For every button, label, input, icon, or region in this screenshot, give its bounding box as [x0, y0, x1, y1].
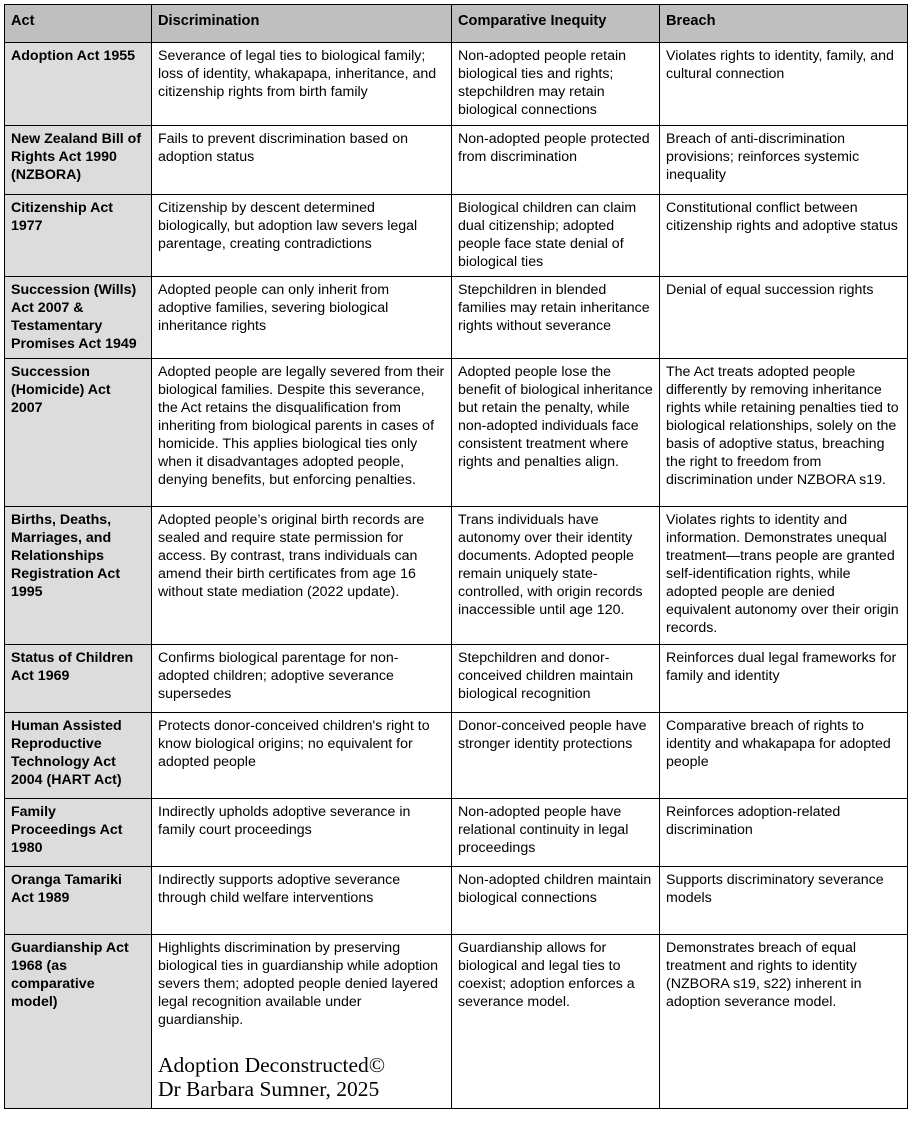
- act-cell: Citizenship Act 1977: [5, 195, 152, 277]
- breach-cell: Violates rights to identity, family, and cultural connection: [660, 43, 908, 126]
- credit-author: Dr Barbara Sumner, 2025: [158, 1077, 380, 1101]
- acts-comparison-table: [4, 4, 908, 1109]
- table-row: [5, 713, 908, 799]
- table-row: [5, 935, 908, 1109]
- breach-cell: Violates rights to identity and information. Demonstrates unequal treatment—trans people are granted self-identification rights, while adopted people are denied equivalent autonomy over their origin records.: [660, 507, 908, 645]
- table-row: [5, 195, 908, 277]
- table-row: [5, 507, 908, 645]
- inequity-cell: Non-adopted people protected from discrimination: [452, 126, 660, 195]
- act-cell: Family Proceedings Act 1980: [5, 799, 152, 867]
- act-cell: Human Assisted Reproductive Technology Act 2004 (HART Act): [5, 713, 152, 799]
- discrimination-text: Highlights discrimination by preserving biological ties in guardianship while adoption severs them; adopted people denied layered legal recognition available under guardianship.: [158, 940, 439, 1028]
- header-discrimination: Discrimination: [152, 5, 452, 43]
- table-row: [5, 799, 908, 867]
- inequity-cell: Non-adopted people have relational continuity in legal proceedings: [452, 799, 660, 867]
- inequity-cell: Stepchildren in blended families may retain inheritance rights without severance: [452, 277, 660, 359]
- copyright-credit: [158, 1053, 445, 1101]
- act-cell: Births, Deaths, Marriages, and Relationships Registration Act 1995: [5, 507, 152, 645]
- breach-cell: Constitutional conflict between citizenship rights and adoptive status: [660, 195, 908, 277]
- breach-cell: Supports discriminatory severance models: [660, 867, 908, 935]
- discrimination-cell: [152, 935, 452, 1109]
- header-comparative-inequity: Comparative Inequity: [452, 5, 660, 43]
- discrimination-cell: Confirms biological parentage for non-adopted children; adoptive severance supersedes: [152, 645, 452, 713]
- breach-cell: The Act treats adopted people differently by removing inheritance rights while retaining penalties tied to biological relationships, solely on the basis of adoptive status, breaching the right to freedom from discrimination under NZBORA s19.: [660, 359, 908, 507]
- discrimination-cell: Indirectly upholds adoptive severance in family court proceedings: [152, 799, 452, 867]
- inequity-cell: Trans individuals have autonomy over their identity documents. Adopted people remain uniquely state-controlled, with origin records inaccessible until age 120.: [452, 507, 660, 645]
- act-cell: Adoption Act 1955: [5, 43, 152, 126]
- inequity-cell: Biological children can claim dual citizenship; adopted people face state denial of biological ties: [452, 195, 660, 277]
- breach-cell: Reinforces dual legal frameworks for family and identity: [660, 645, 908, 713]
- credit-title: Adoption Deconstructed©: [158, 1053, 386, 1077]
- discrimination-cell: Indirectly supports adoptive severance through child welfare interventions: [152, 867, 452, 935]
- act-cell: Succession (Wills) Act 2007 & Testamentary Promises Act 1949: [5, 277, 152, 359]
- table-row: [5, 43, 908, 126]
- header-act: Act: [5, 5, 152, 43]
- inequity-cell: Stepchildren and donor-conceived children maintain biological recognition: [452, 645, 660, 713]
- breach-cell: Denial of equal succession rights: [660, 277, 908, 359]
- inequity-cell: Adopted people lose the benefit of biological inheritance but retain the penalty, while non-adopted individuals face consistent treatment where rights and penalties align.: [452, 359, 660, 507]
- discrimination-cell: Citizenship by descent determined biologically, but adoption law severs legal parentage, creating contradictions: [152, 195, 452, 277]
- inequity-cell: Guardianship allows for biological and legal ties to coexist; adoption enforces a severance model.: [452, 935, 660, 1109]
- discrimination-cell: Adopted people are legally severed from their biological families. Despite this severance, the Act retains the disqualification from inheriting from biological parents in cases of homicide. This applies biological ties only when it disadvantages adopted people, denying benefits, but enforcing penalties.: [152, 359, 452, 507]
- discrimination-cell: Adopted people can only inherit from adoptive families, severing biological inheritance rights: [152, 277, 452, 359]
- act-cell: Guardianship Act 1968 (as comparative model): [5, 935, 152, 1109]
- discrimination-cell: Adopted people’s original birth records are sealed and require state permission for access. By contrast, trans individuals can amend their birth certificates from age 16 without state mediation (2022 update).: [152, 507, 452, 645]
- table-row: [5, 645, 908, 713]
- act-cell: Succession (Homicide) Act 2007: [5, 359, 152, 507]
- act-cell: Oranga Tamariki Act 1989: [5, 867, 152, 935]
- inequity-cell: Non-adopted people retain biological ties and rights; stepchildren may retain biological connections: [452, 43, 660, 126]
- table-header-row: [5, 5, 908, 43]
- table-row: [5, 126, 908, 195]
- act-cell: Status of Children Act 1969: [5, 645, 152, 713]
- header-breach: Breach: [660, 5, 908, 43]
- act-cell: New Zealand Bill of Rights Act 1990 (NZBORA): [5, 126, 152, 195]
- breach-cell: Comparative breach of rights to identity and whakapapa for adopted people: [660, 713, 908, 799]
- inequity-cell: Non-adopted children maintain biological connections: [452, 867, 660, 935]
- discrimination-cell: Protects donor-conceived children's right to know biological origins; no equivalent for adopted people: [152, 713, 452, 799]
- discrimination-cell: Severance of legal ties to biological family; loss of identity, whakapapa, inheritance, and citizenship rights from birth family: [152, 43, 452, 126]
- breach-cell: Reinforces adoption-related discrimination: [660, 799, 908, 867]
- inequity-cell: Donor-conceived people have stronger identity protections: [452, 713, 660, 799]
- table-row: [5, 277, 908, 359]
- table-row: [5, 867, 908, 935]
- discrimination-cell: Fails to prevent discrimination based on adoption status: [152, 126, 452, 195]
- breach-cell: Breach of anti-discrimination provisions; reinforces systemic inequality: [660, 126, 908, 195]
- breach-cell: Demonstrates breach of equal treatment and rights to identity (NZBORA s19, s22) inherent in adoption severance model.: [660, 935, 908, 1109]
- table-row: [5, 359, 908, 507]
